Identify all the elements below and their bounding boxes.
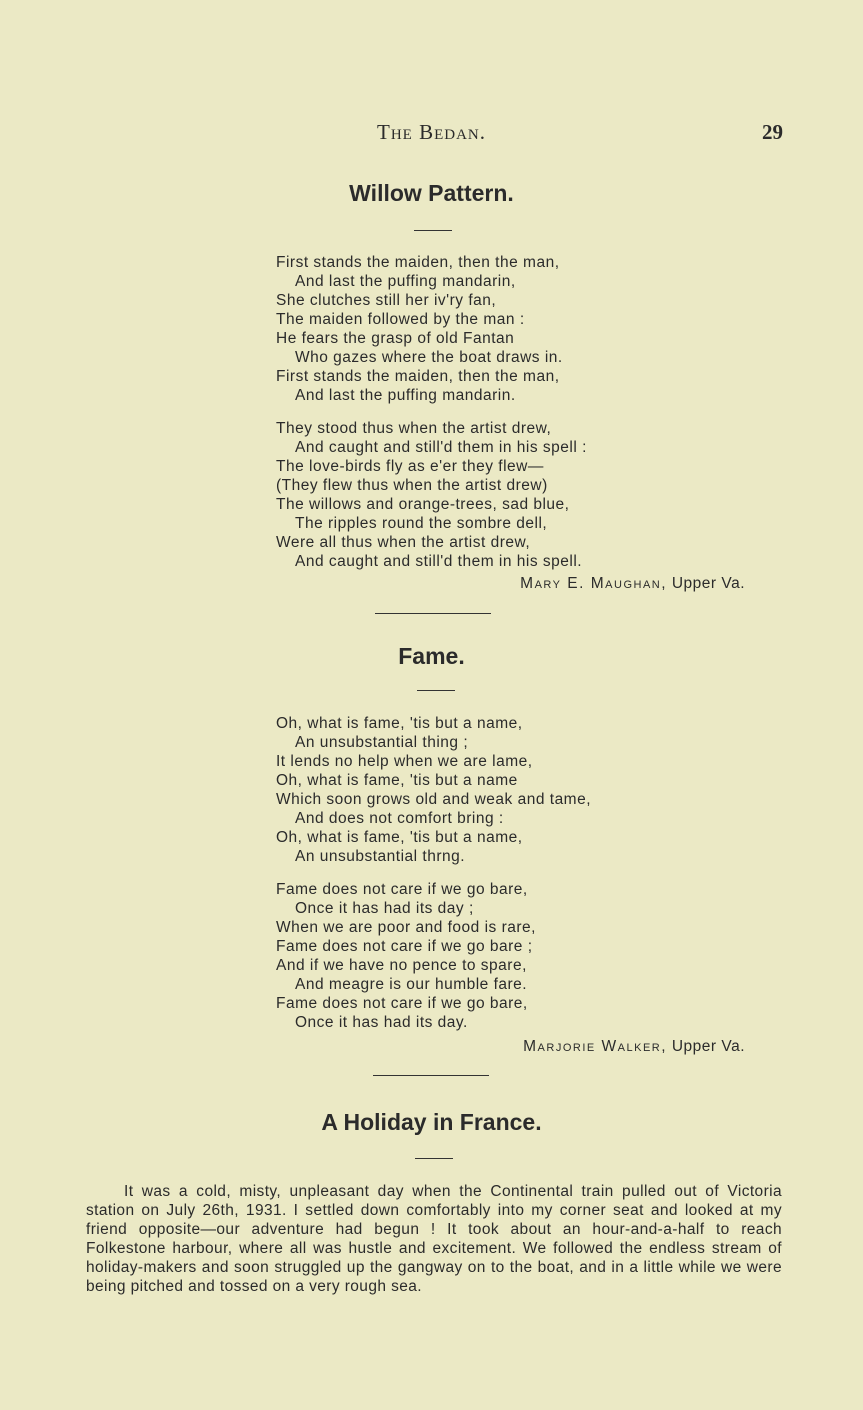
poem-line: First stands the maiden, then the man,	[276, 254, 560, 271]
poem-line: (They flew thus when the artist drew)	[276, 477, 548, 494]
poem-line: The ripples round the sombre dell,	[295, 515, 548, 532]
title-rule	[415, 1158, 453, 1159]
poem-line: The willows and orange-trees, sad blue,	[276, 496, 570, 513]
willow-pattern-title: Willow Pattern.	[349, 180, 514, 206]
poem-line: Once it has had its day ;	[295, 900, 474, 917]
poem-line: And meagre is our humble fare.	[295, 976, 528, 993]
poem-line: And caught and still'd them in his spell.	[295, 553, 583, 570]
running-title: The Bedan.	[377, 120, 486, 144]
poem-line: When we are poor and food is rare,	[276, 919, 536, 936]
poem-line: And caught and still'd them in his spell :	[295, 439, 587, 456]
author-name: Marjorie Walker,	[523, 1038, 668, 1055]
title-rule	[414, 230, 452, 231]
poem-line: Fame does not care if we go bare,	[276, 881, 528, 898]
poem-line: The love-birds fly as e'er they flew—	[276, 458, 544, 475]
poem-line: They stood thus when the artist drew,	[276, 420, 552, 437]
poem-line: Oh, what is fame, 'tis but a name,	[276, 829, 523, 846]
poem-line: An unsubstantial thrng.	[295, 848, 466, 865]
holiday-paragraph: It was a cold, misty, unpleasant day when the Continental train pulled out of Victoria station on July 26th, 1931. I settled down comfortably into my corner seat and looked at my friend opposite—our adventure had begun ! It took about an hour-and-a-half to reach Folkestone harbour, where all was hustle and excitement. We followed the endless stream of holiday-makers and soon struggled up the gangway on to the boat, and in a little while we were being pitched and tossed on a very rough sea.	[86, 1183, 782, 1295]
poem-stanza	[276, 880, 591, 1032]
poem-stanza	[276, 714, 591, 866]
poem-line: Fame does not care if we go bare,	[276, 995, 528, 1012]
title-rule	[417, 690, 455, 691]
poem-line: Were all thus when the artist drew,	[276, 534, 531, 551]
poem-stanza	[276, 253, 587, 405]
poem-line: And last the puffing mandarin.	[295, 387, 516, 404]
poem-line: The maiden followed by the man :	[276, 311, 525, 328]
poem-line: Oh, what is fame, 'tis but a name,	[276, 715, 523, 732]
poem-line: First stands the maiden, then the man,	[276, 368, 560, 385]
poem-line: Fame does not care if we go bare ;	[276, 938, 533, 955]
author-name: Mary E. Maughan,	[520, 575, 668, 592]
poem-line: Oh, what is fame, 'tis but a name	[276, 772, 518, 789]
holiday-title: A Holiday in France.	[321, 1109, 542, 1135]
poem-line: And if we have no pence to spare,	[276, 957, 527, 974]
section-divider	[373, 1075, 489, 1076]
poem-line: She clutches still her iv'ry fan,	[276, 292, 497, 309]
poem-line: Which soon grows old and weak and tame,	[276, 791, 592, 808]
poem-line: Who gazes where the boat draws in.	[295, 349, 563, 366]
poem-line: And does not comfort bring :	[295, 810, 504, 827]
poem-line: And last the puffing mandarin,	[295, 273, 516, 290]
poem-line: An unsubstantial thing ;	[295, 734, 469, 751]
page-number: 29	[762, 120, 783, 144]
poem-line: He fears the grasp of old Fantan	[276, 330, 515, 347]
fame-attribution	[523, 1038, 745, 1056]
section-divider	[375, 613, 491, 614]
running-header	[0, 120, 863, 150]
willow-pattern-poem	[276, 253, 587, 585]
author-form: Upper Va.	[671, 1038, 745, 1055]
fame-poem	[276, 714, 591, 1046]
poem-line: Once it has had its day.	[295, 1014, 468, 1031]
author-form: Upper Va.	[671, 575, 745, 592]
poem-stanza	[276, 419, 587, 571]
willow-pattern-attribution	[520, 575, 745, 593]
poem-line: It lends no help when we are lame,	[276, 753, 533, 770]
fame-title: Fame.	[398, 643, 465, 669]
